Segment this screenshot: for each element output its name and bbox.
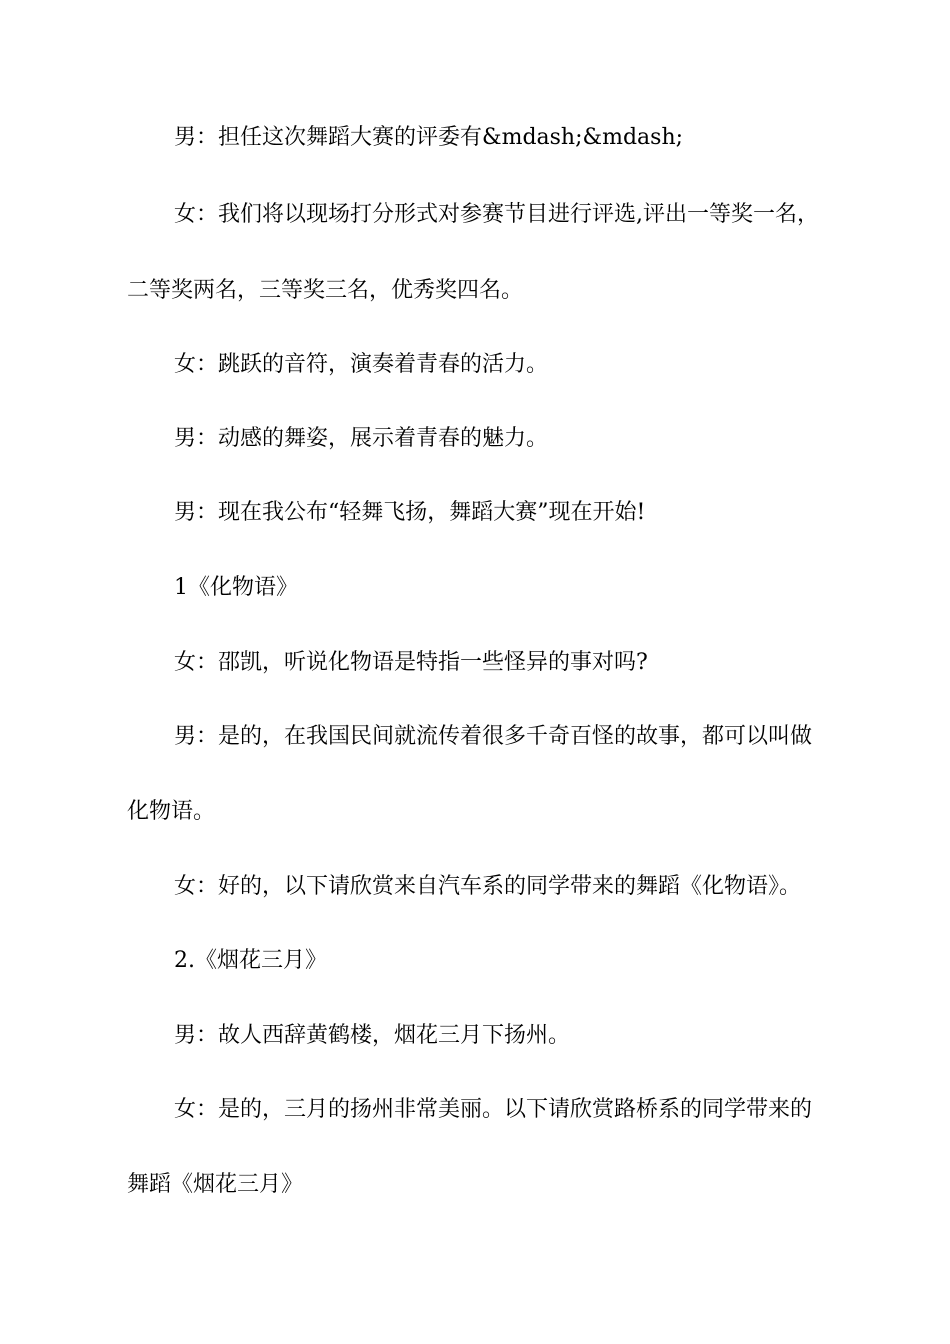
paragraph-line: 男：故人西辞黄鹤楼，烟花三月下扬州。 (174, 1023, 571, 1048)
paragraph-line: 女：我们将以现场打分形式对参赛节目进行评选,评出一等奖一名， (174, 202, 819, 227)
paragraph-line: 男：现在我公布“轻舞飞扬，舞蹈大赛”现在开始! (174, 500, 646, 525)
section-heading: 2.《烟花三月》 (174, 948, 327, 973)
paragraph-line: 舞蹈《烟花三月》 (127, 1172, 304, 1197)
section-heading: 1《化物语》 (174, 575, 298, 600)
paragraph-line: 男：是的，在我国民间就流传着很多千奇百怪的故事，都可以叫做 (174, 724, 813, 749)
paragraph-line: 二等奖两名，三等奖三名，优秀奖四名。 (127, 278, 524, 303)
paragraph-line: 女：好的，以下请欣赏来自汽车系的同学带来的舞蹈《化物语》。 (174, 874, 802, 899)
paragraph-line: 男：动感的舞姿，展示着青春的魅力。 (174, 426, 549, 451)
paragraph-line: 女：是的，三月的扬州非常美丽。以下请欣赏路桥系的同学带来的 (174, 1097, 813, 1122)
paragraph-line: 女：邵凯，听说化物语是特指一些怪异的事对吗? (174, 650, 648, 675)
paragraph-line: 男：担任这次舞蹈大赛的评委有&mdash;&mdash; (174, 125, 684, 150)
paragraph-line: 化物语。 (127, 799, 216, 824)
paragraph-line: 女：跳跃的音符，演奏着青春的活力。 (174, 352, 549, 377)
